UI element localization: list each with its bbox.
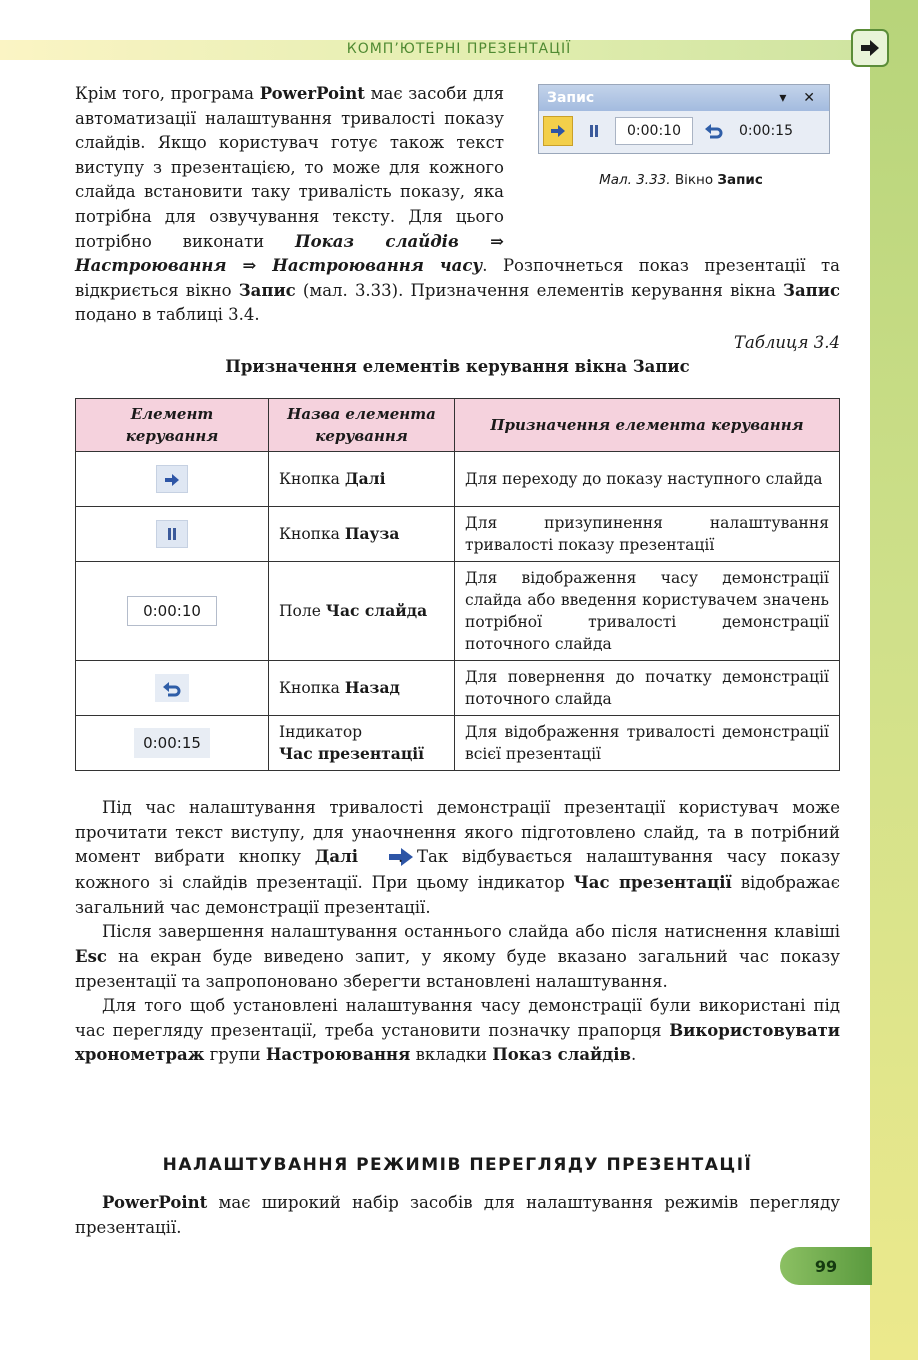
body-paragraph (75, 796, 840, 920)
table-desc-cell: Для відображення часу демонстрації слайда або введення користувачем значень потрібної тривалості демонстрації поточного слайда (455, 562, 840, 661)
figure-caption (522, 168, 840, 193)
control-name-bold: Назад (344, 678, 400, 697)
text-run: на екран буде виведено запит, у якому буде вказано загальний час показу презентації та запропоновано зберегти встановлені налаштування. (75, 946, 840, 991)
section-heading: НАЛАШТУВАННЯ РЕЖИМІВ ПЕРЕГЛЯДУ ПРЕЗЕНТАЦІЇ (162, 1155, 753, 1175)
final-text (75, 1191, 840, 1240)
record-window (538, 84, 830, 154)
table-row (76, 562, 840, 661)
record-window-toolbar (539, 111, 829, 151)
bold-text: Показ слайдів (492, 1045, 632, 1065)
control-name-bold: Далі (344, 469, 386, 488)
table-row (76, 452, 840, 507)
table-row (76, 716, 840, 771)
text-run: вкладки (410, 1045, 493, 1065)
back-button[interactable] (699, 116, 729, 146)
text-run: має засоби для автоматизації налаштування тривалості показу слайдів. Якщо користувач готує також текст виступу з презентацією, то може для кожного слайда встановити таку тривалість показу, яка потрібна для озвучування тексту. Для цього потрібно виконати (75, 84, 504, 251)
next-button[interactable] (543, 116, 573, 146)
control-name-plain: Кнопка (279, 525, 345, 543)
table-header-cell: Назва елемента керування (269, 399, 455, 452)
pause-button[interactable] (579, 116, 609, 146)
table-icon-cell (76, 716, 269, 771)
table-row (76, 661, 840, 716)
page-number: 99 (780, 1247, 872, 1285)
text-run: (мал. 3.33). Призначення елементів керування вікна (295, 280, 784, 300)
control-name-bold: Час слайда (325, 601, 428, 620)
table-label: Таблиця 3.4 (734, 333, 840, 352)
bold-text: Використовувати хронометраж (75, 1020, 840, 1065)
next-arrow-icon (360, 847, 396, 871)
bold-text: Запис (238, 280, 296, 300)
control-name-plain: Кнопка (279, 679, 345, 697)
text-run: Крім того, програма (75, 84, 260, 103)
back-arrow-icon (155, 674, 189, 702)
text-run: . Так відбувається налаштування часу показу кожного зі слайдів презентації. При цьому індикатор (75, 847, 840, 893)
slide-time-field[interactable]: 0:00:10 (615, 117, 693, 145)
record-window-title: Запис (547, 89, 595, 106)
table-name-cell (269, 716, 455, 771)
back-arrow-icon (705, 123, 723, 139)
control-name-plain: Індикатор (279, 723, 363, 741)
figure-caption-text: Вікно (674, 172, 718, 188)
table-name-cell (269, 661, 455, 716)
table-icon-cell (76, 661, 269, 716)
pause-icon (156, 520, 188, 548)
body-text (75, 796, 840, 1068)
bold-text: Настроювання (265, 1045, 411, 1065)
text-run: . Розпочнеться показ презентації та відкриється вікно (75, 256, 840, 300)
bold-text: Час презентації (573, 873, 732, 893)
table-header-cell: Призначення елемента керування (455, 399, 840, 452)
table-header-cell: Елемент керування (76, 399, 269, 452)
page-header-title: КОМП’ЮТЕРНІ ПРЕЗЕНТАЦІЇ (346, 41, 572, 57)
table-icon-cell (76, 507, 269, 562)
table-icon-cell (76, 562, 269, 661)
bold-text: Запис (783, 280, 840, 300)
bold-text: PowerPoint (259, 84, 365, 103)
control-name-bold: Пауза (344, 524, 400, 543)
text-run: . (631, 1045, 637, 1065)
text-run: Під час налаштування тривалості демонстрації презентації користувач може прочитати текст виступу, для унаочнення якого підготовлено слайд, та в потрібний момент вибрати кнопку (75, 798, 840, 867)
text-run: групи (204, 1045, 266, 1065)
presentation-time-indicator-sample: 0:00:15 (134, 728, 210, 758)
table-name-cell (269, 562, 455, 661)
table-icon-cell (76, 452, 269, 507)
final-paragraph (75, 1191, 840, 1240)
page-sidebar (870, 0, 918, 1360)
table-desc-cell: Для переходу до показу наступного слайда (455, 452, 840, 507)
text-run: Для того щоб установлені налаштування часу демонстрації були використані під час перегляду презентації, треба установити позначку прапорця (75, 996, 840, 1040)
next-arrow-icon (550, 125, 566, 137)
next-arrow-icon (156, 465, 188, 493)
slide-time-field-sample: 0:00:10 (127, 596, 217, 626)
control-name-plain: Кнопка (279, 470, 345, 488)
intro-paragraph (75, 82, 840, 328)
bold-text: PowerPoint (102, 1193, 208, 1212)
controls-table (75, 398, 840, 771)
control-name-bold: Час презентації (279, 744, 425, 763)
table-desc-cell: Для відображення тривалості демонстрації всієї презентації (455, 716, 840, 771)
bold-text: Далі (314, 847, 359, 867)
control-name-plain: Поле (279, 602, 326, 620)
table-desc-cell: Для повернення до початку демонстрації поточного слайда (455, 661, 840, 716)
figure-caption-number: Мал. 3.33. (599, 172, 671, 188)
table-title: Призначення елементів керування вікна Запис (225, 357, 690, 376)
body-paragraph (75, 994, 840, 1068)
table-desc-cell: Для призупинення налаштування тривалості показу презентації (455, 507, 840, 562)
table-row (76, 507, 840, 562)
body-paragraph (75, 920, 840, 994)
text-run: Після завершення налаштування останнього слайда або після натиснення клавіші (102, 922, 840, 942)
presentation-time-indicator: 0:00:15 (739, 122, 793, 139)
record-window-titlebar (539, 85, 829, 111)
bold-text: Esc (75, 946, 107, 966)
text-run: подано в таблиці 3.4. (75, 305, 260, 325)
table-header-row (76, 399, 840, 452)
text-run: має широкий набір засобів для налаштування режимів перегляду презентації. (75, 1193, 840, 1237)
figure-caption-bold: Запис (717, 172, 763, 188)
text-run: відображає загальний час демонстрації презентації. (75, 873, 840, 917)
table-name-cell (269, 452, 455, 507)
window-controls-icon[interactable]: ▾ ✕ (779, 89, 821, 106)
arrow-right-icon[interactable] (851, 29, 889, 67)
pause-icon (589, 124, 599, 138)
figure-3-33 (522, 82, 840, 232)
emphasis-text: Показ слайдів ⇒ Настроювання ⇒ Настроювання часу (75, 231, 504, 276)
table-name-cell (269, 507, 455, 562)
